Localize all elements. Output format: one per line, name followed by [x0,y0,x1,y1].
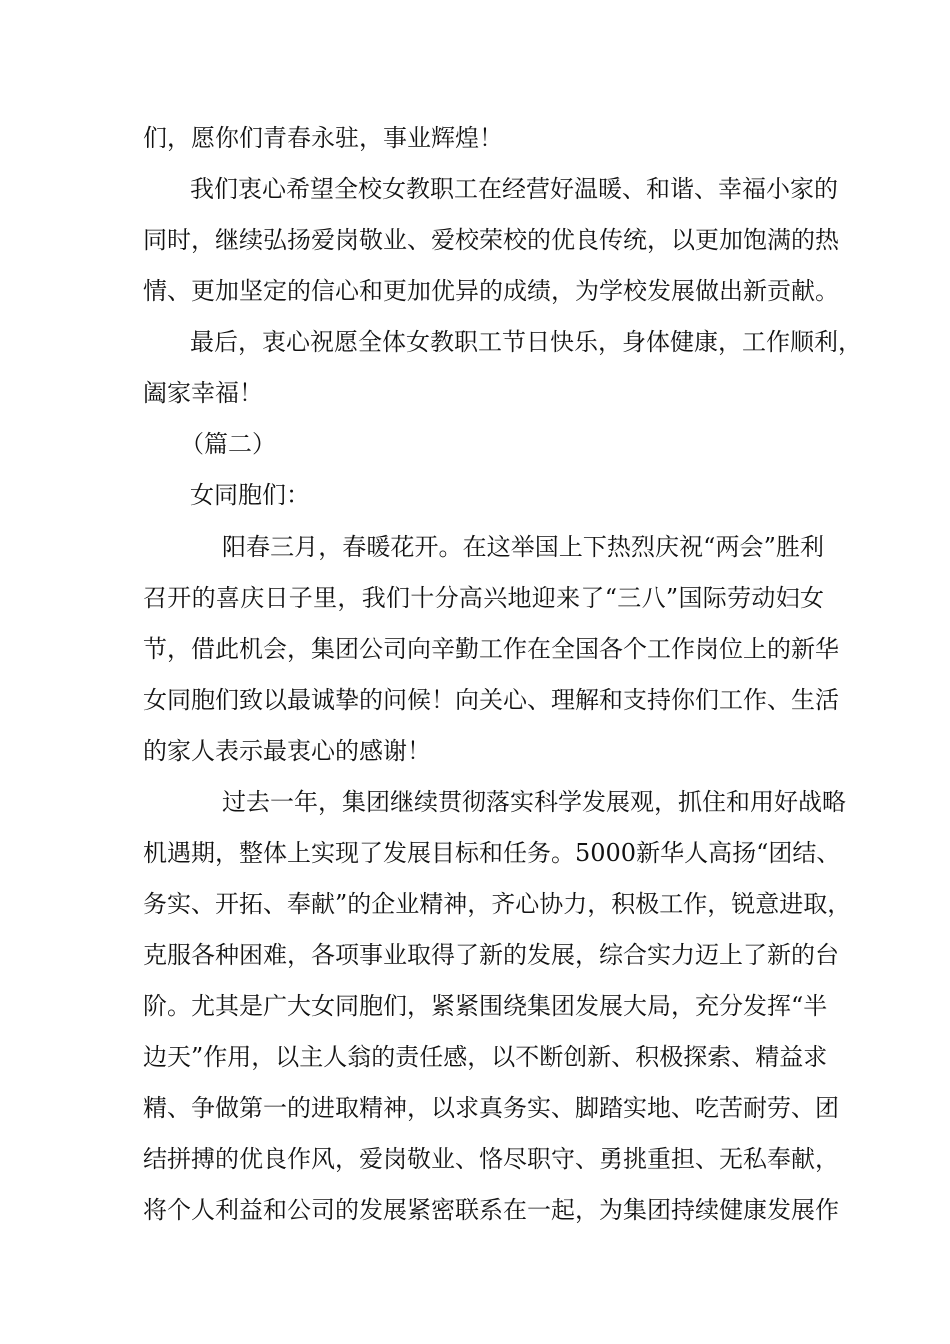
text-line: 们，愿你们青春永驻，事业辉煌！ [143,124,503,152]
text-line: 边天”作用，以主人翁的责任感，以不断创新、积极探索、精益求 [143,1043,828,1071]
text-line: 情、更加坚定的信心和更加优异的成绩，为学校发展做出新贡献。 [143,277,839,305]
text-line: 精、争做第一的进取精神，以求真务实、脚踏实地、吃苦耐劳、团 [143,1094,839,1122]
section-heading: （篇二） [180,430,276,458]
text-line: 阳春三月，春暖花开。在这举国上下热烈庆祝“两会”胜利 [222,533,824,561]
text-line: 阖家幸福！ [143,379,263,407]
text-line: 召开的喜庆日子里，我们十分高兴地迎来了“三八”国际劳动妇女 [143,584,824,612]
text-line: 将个人利益和公司的发展紧密联系在一起，为集团持续健康发展作 [143,1196,839,1224]
salutation: 女同胞们： [190,481,310,509]
text-line: 机遇期，整体上实现了发展目标和任务。5000新华人高扬“团结、 [143,839,841,867]
text-line: 我们衷心希望全校女教职工在经营好温暖、和谐、幸福小家的 [190,175,838,203]
text-line: 同时，继续弘扬爱岗敬业、爱校荣校的优良传统，以更加饱满的热 [143,226,839,254]
text-line: 的家人表示最衷心的感谢！ [143,737,431,765]
text-line: 节，借此机会，集团公司向辛勤工作在全国各个工作岗位上的新华 [143,635,839,663]
text-line: 阶。尤其是广大女同胞们，紧紧围绕集团发展大局，充分发挥“半 [143,992,828,1020]
text-line: 过去一年，集团继续贯彻落实科学发展观，抓住和用好战略 [222,788,846,816]
text-line: 务实、开拓、奉献”的企业精神，齐心协力，积极工作，锐意进取， [143,890,852,918]
text-line: 女同胞们致以最诚挚的问候！向关心、理解和支持你们工作、生活 [143,686,839,714]
text-line: 最后，衷心祝愿全体女教职工节日快乐，身体健康，工作顺利， [190,328,862,356]
text-line: 克服各种困难，各项事业取得了新的发展，综合实力迈上了新的台 [143,941,839,969]
text-line: 结拼搏的优良作风，爱岗敬业、恪尽职守、勇挑重担、无私奉献， [143,1145,839,1173]
